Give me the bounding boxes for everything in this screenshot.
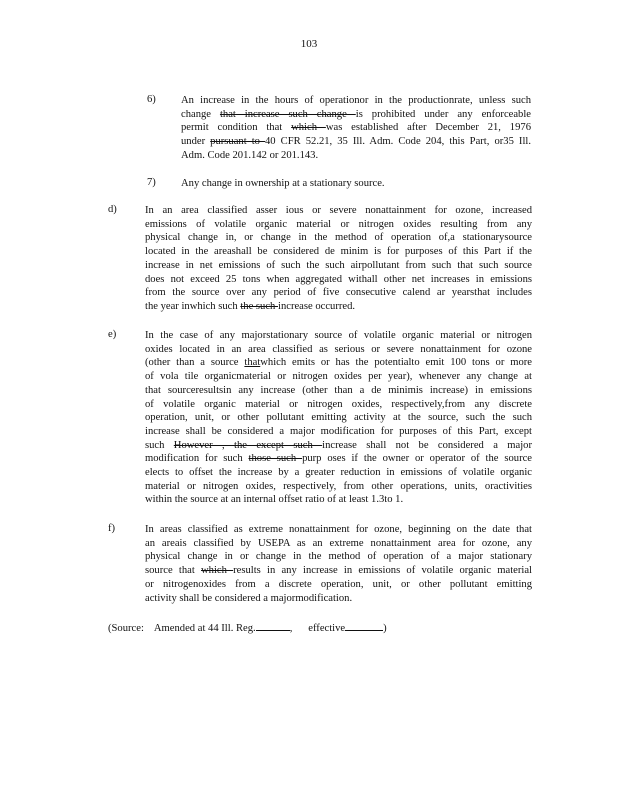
text-line: within the source at an internal offset ratio of at least 1.3to 1. (145, 494, 404, 506)
text-line: physical change in, or change in the method of operation of,a stationarysource (145, 232, 532, 244)
text-line: In an area classified asser ious or severe nonattainment for ozone, increased (145, 205, 532, 216)
text-line: emissions of volatile organic material or nitrogen oxides resulting from any (145, 218, 532, 230)
item-text (145, 523, 532, 605)
text-line: under pursuant to 40 CFR 52.21, 35 Ill. Adm. Code 204, this Part, or35 Ill. (181, 136, 531, 148)
text-line: from the source over any period of five consecutive calend ar yearsthat includes (145, 287, 532, 299)
inserted-text: that (244, 357, 261, 369)
source-sep: , (289, 623, 293, 634)
item-label: d) (108, 204, 117, 215)
deleted-text: which (291, 122, 326, 134)
deleted-text: that increase such change (219, 108, 356, 120)
source-amended: Amended at 44 Ill. Reg. (153, 623, 256, 634)
text-line: In the case of any majorstationary source of volatile organic material or nitrogen (145, 330, 532, 341)
text-line: permit condition that which was established after December 21, 1976 (181, 122, 531, 134)
text-line: located in the areashall be considered de minim is for purposes of this Part if the (145, 246, 532, 258)
deleted-text: those such (248, 453, 303, 465)
text-line: In areas classified as extreme nonattainment for ozone, beginning on the date that (145, 524, 532, 535)
deleted-text: pursuant to (210, 136, 265, 148)
text-line: operation, unit, or other pollutant emitting activity at the source, such the such (145, 412, 532, 424)
text-line: such However , the except such increase shall not be considered a major (145, 439, 532, 451)
item-label: f) (108, 523, 116, 534)
text-line: change that increase such change is prohibited under any enforceable (181, 108, 531, 120)
text-line: oxides located in an area classified as serious or severe nonattainment for ozone (145, 343, 532, 355)
text-line: physical change in or change in the method of operation of a major stationary (145, 551, 532, 563)
source-prefix: (Source: (108, 623, 144, 634)
text-line: the year inwhich such the such increase occurred. (145, 300, 356, 312)
text-line: Adm. Code 201.142 or 201.143. (181, 149, 319, 161)
item-text (145, 204, 532, 314)
item-label: 6) (147, 94, 156, 105)
text-line: of vola tile organicmaterial or nitrogen oxides per year), whenever any change at (145, 371, 532, 383)
item-text (145, 329, 532, 507)
text-line: material or nitrogen oxides, respectively, from other operations, units, oractivities (145, 480, 532, 492)
item-label: e) (108, 329, 117, 340)
item-text (181, 177, 411, 191)
text-line: increase in net emissions of such the such airpollutant from such that such source (145, 259, 532, 271)
text-line: of volatile organic material or nitrogen oxides, respectively,from any discrete (145, 398, 532, 410)
text-line: or nitrogenoxides from a discrete operation, unit, or other pollutant emitting (145, 578, 532, 590)
item-label: 7) (147, 177, 156, 188)
text-line: activity shall be considered a majormodification. (145, 592, 353, 604)
text-line: an areais classified by USEPA as an extreme nonattainment area for ozone, any (145, 537, 532, 549)
text-line: elects to offset the increase by a greater reduction in emissions of volatile organic (145, 467, 532, 479)
text-line: Any change in ownership at a stationary source. (181, 178, 385, 189)
text-line: modification for such those such purp oses if the owner or operator of the source (145, 453, 533, 465)
deleted-text: which (201, 565, 234, 577)
page-number: 103 (300, 38, 318, 50)
effective-blank (345, 621, 383, 631)
deleted-text: However , the except such (173, 439, 323, 451)
text-line: that sourceresultsin any increase (other than a de minimis increase) in emissions (145, 384, 532, 396)
text-line: (other than a source thatwhich emits or has the potentialto emit 100 tons or more (145, 357, 532, 369)
source-effective: effective (308, 623, 346, 634)
text-line: An increase in the hours of operationor in the productionrate, unless such (181, 95, 531, 106)
source-note (108, 621, 387, 634)
text-line: does not exceed 25 tons when aggregated withall other net increases in emissions (145, 273, 532, 285)
text-line: source that which results in any increase in emissions of volatile organic material (145, 565, 532, 577)
text-line: increase shall be considered a major modification for purposes of this Part, except (145, 425, 532, 437)
deleted-text: the such (240, 300, 278, 312)
reg-blank (256, 621, 290, 631)
source-close: ) (383, 623, 387, 634)
item-text (181, 94, 531, 163)
